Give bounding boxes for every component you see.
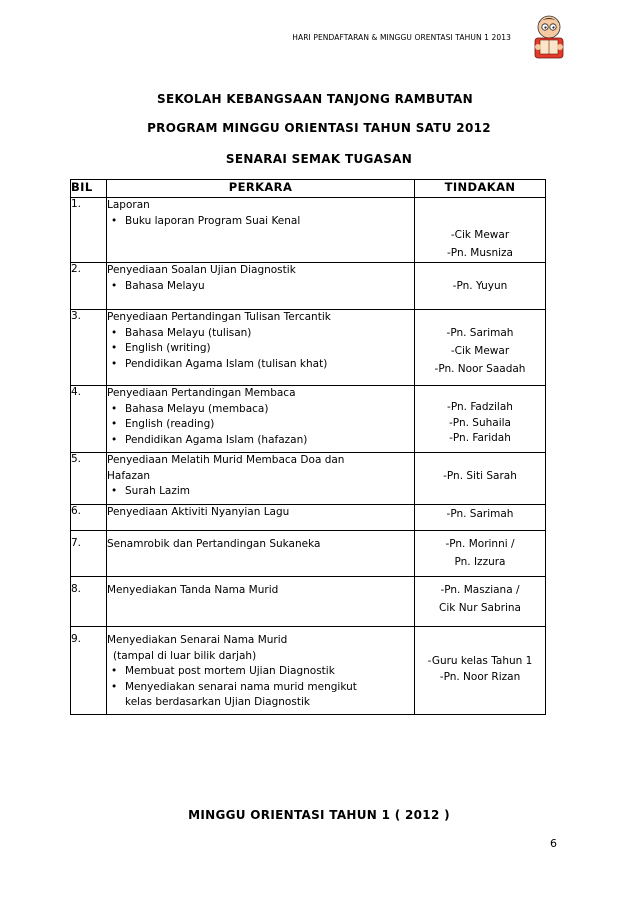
row-action bbox=[415, 310, 546, 386]
column-header-bil: BIL bbox=[71, 180, 107, 198]
action-person: Cik Nur Sabrina bbox=[439, 602, 521, 614]
task-bullet: • Menyediakan senarai nama murid mengikut bbox=[107, 680, 414, 696]
table-row bbox=[71, 505, 546, 531]
action-person: Pn. Izzura bbox=[454, 556, 506, 568]
checklist-title: SENARAI SEMAK TUGASAN bbox=[225, 152, 413, 166]
action-person: -Pn. Fadzilah bbox=[447, 401, 513, 413]
table-header-row bbox=[71, 180, 546, 198]
action-person: -Pn. Masziana / bbox=[440, 584, 520, 596]
task-bullet: • Bahasa Melayu (membaca) bbox=[107, 402, 414, 418]
task-bullet: • Membuat post mortem Ujian Diagnostik bbox=[107, 664, 414, 680]
action-person: -Pn. Yuyun bbox=[452, 280, 508, 292]
row-number: 8. bbox=[71, 577, 107, 627]
task-title: Penyediaan Pertandingan Tulisan Tercantik bbox=[107, 311, 331, 323]
task-title: Penyediaan Soalan Ujian Diagnostik bbox=[107, 264, 296, 276]
row-task bbox=[107, 386, 415, 453]
row-task bbox=[107, 577, 415, 627]
action-person: -Pn. Noor Saadah bbox=[434, 363, 526, 375]
row-number: 1. bbox=[71, 198, 107, 263]
task-bullet: • Surah Lazim bbox=[107, 484, 414, 500]
row-task bbox=[107, 531, 415, 577]
row-number: 9. bbox=[71, 627, 107, 715]
action-person: -Pn. Morinni / bbox=[445, 538, 515, 550]
task-checklist-table bbox=[70, 179, 546, 715]
row-action bbox=[415, 198, 546, 263]
table-row bbox=[71, 386, 546, 453]
task-title-continued: (tampal di luar bilik darjah) bbox=[113, 649, 257, 662]
action-person: -Pn. Noor Rizan bbox=[439, 671, 521, 683]
row-action bbox=[415, 263, 546, 310]
action-person: -Pn. Faridah bbox=[449, 432, 511, 444]
row-task bbox=[107, 263, 415, 310]
action-person: -Pn. Musniza bbox=[447, 247, 513, 259]
task-title: Penyediaan Melatih Murid Membaca Doa dan bbox=[107, 454, 345, 466]
column-header-tindakan: TINDAKAN bbox=[415, 180, 546, 198]
action-person: -Pn. Sarimah bbox=[446, 327, 514, 339]
table-row bbox=[71, 577, 546, 627]
task-title: Menyediakan Senarai Nama Murid bbox=[107, 634, 288, 646]
row-task bbox=[107, 310, 415, 386]
action-person: -Guru kelas Tahun 1 bbox=[427, 655, 533, 667]
task-title: Menyediakan Tanda Nama Murid bbox=[107, 584, 279, 596]
task-bullet: • English (reading) bbox=[107, 417, 414, 433]
row-action bbox=[415, 453, 546, 505]
row-number: 2. bbox=[71, 263, 107, 310]
row-number: 3. bbox=[71, 310, 107, 386]
row-action bbox=[415, 386, 546, 453]
table-row bbox=[71, 198, 546, 263]
task-bullet: • English (writing) bbox=[107, 341, 414, 357]
table-row bbox=[71, 531, 546, 577]
row-number: 5. bbox=[71, 453, 107, 505]
task-title: Senamrobik dan Pertandingan Sukaneka bbox=[107, 538, 321, 550]
row-number: 7. bbox=[71, 531, 107, 577]
school-title: SEKOLAH KEBANGSAAN TANJONG RAMBUTAN bbox=[157, 92, 473, 106]
row-task bbox=[107, 505, 415, 531]
action-person: -Cik Mewar bbox=[450, 229, 510, 241]
action-person: -Pn. Suhaila bbox=[449, 416, 511, 429]
footer-title: MINGGU ORIENTASI TAHUN 1 ( 2012 ) bbox=[188, 808, 450, 822]
task-title: Laporan bbox=[107, 199, 150, 211]
task-bullet: • Bahasa Melayu bbox=[107, 279, 414, 295]
action-person: -Pn. Siti Sarah bbox=[443, 470, 517, 482]
row-action bbox=[415, 505, 546, 531]
page-header: HARI PENDAFTARAN & MINGGU ORENTASI TAHUN 1 2013 bbox=[292, 33, 511, 42]
task-bullet: • Pendidikan Agama Islam (tulisan khat) bbox=[107, 357, 414, 373]
task-bullet: • Pendidikan Agama Islam (hafazan) bbox=[107, 433, 414, 449]
action-person: -Pn. Sarimah bbox=[446, 508, 514, 520]
table-row bbox=[71, 453, 546, 505]
task-title-continued: Hafazan bbox=[107, 469, 151, 482]
row-action bbox=[415, 531, 546, 577]
table-row bbox=[71, 263, 546, 310]
row-action bbox=[415, 577, 546, 627]
row-action bbox=[415, 627, 546, 715]
action-person: -Cik Mewar bbox=[450, 345, 510, 357]
task-title: Penyediaan Aktiviti Nyanyian Lagu bbox=[107, 506, 290, 518]
child-reading-book-icon bbox=[527, 14, 571, 60]
program-title: PROGRAM MINGGU ORIENTASI TAHUN SATU 2012 bbox=[147, 121, 491, 135]
page-number: 6 bbox=[550, 837, 557, 850]
row-number: 6. bbox=[71, 505, 107, 531]
table-row bbox=[71, 627, 546, 715]
row-task bbox=[107, 453, 415, 505]
task-bullet-continued: kelas berdasarkan Ujian Diagnostik bbox=[125, 696, 310, 708]
table-row bbox=[71, 310, 546, 386]
row-task bbox=[107, 627, 415, 715]
task-title: Penyediaan Pertandingan Membaca bbox=[107, 387, 296, 399]
row-task bbox=[107, 198, 415, 263]
task-bullet: • Bahasa Melayu (tulisan) bbox=[107, 326, 414, 342]
task-bullet: • Buku laporan Program Suai Kenal bbox=[107, 214, 414, 230]
row-number: 4. bbox=[71, 386, 107, 453]
column-header-perkara: PERKARA bbox=[107, 180, 415, 198]
